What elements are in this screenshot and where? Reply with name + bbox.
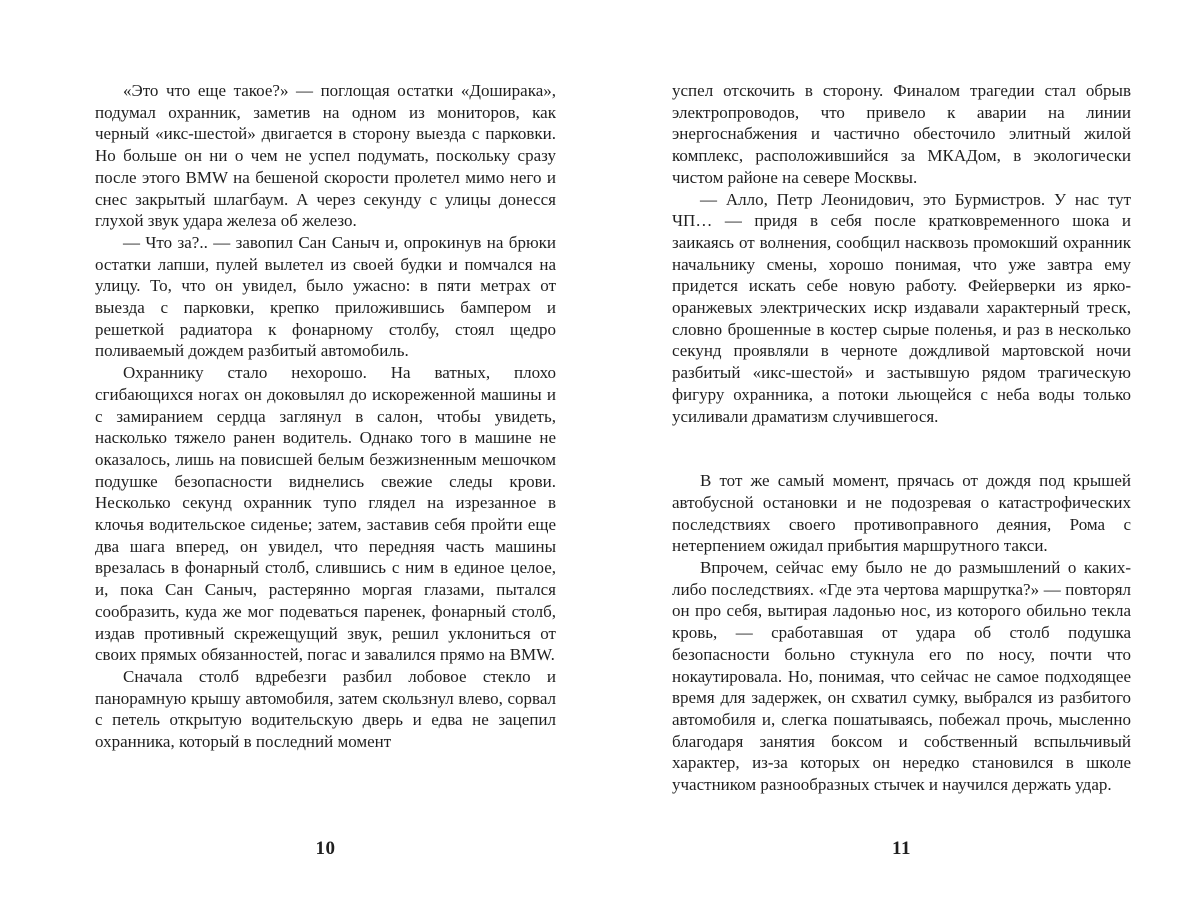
- page-right-text-column: [672, 80, 1131, 796]
- paragraph: «Это что еще такое?» — поглощая остатки «Доширака», подумал охранник, заметив на одном из мониторов, как черный «икс-шестой» двигается в сторону выезда с парковки. Но больше он ни о чем не успел подумать, поскольку сразу после этого BMW на бешеной скорости пролетел мимо него и снес закрытый шлагбаум. А через секунду с улицы донесся глухой звук удара железа об железо.: [95, 81, 556, 231]
- paragraph: Сначала столб вдребезги разбил лобовое стекло и панорамную крышу автомобиля, затем скользнул влево, сорвал с петель открытую водительскую дверь и едва не зацепил охранника, который в последний момент: [95, 666, 556, 752]
- paragraph: — Что за?.. — завопил Сан Саныч и, опрокинув на брюки остатки лапши, пулей вылетел из своей будки и помчался на улицу. То, что он увидел, было ужасно: в пяти метрах от выезда с парковки, крепко приложившись бампером и решеткой радиатора к фонарному столбу, стоял щедро поливаемый дождем разбитый автомобиль.: [95, 232, 556, 361]
- page-number-left: 10: [315, 838, 336, 859]
- paragraph: успел отскочить в сторону. Финалом трагедии стал обрыв электропроводов, что привело к аварии на линии энергоснабжения и частично обесточило элитный жилой комплекс, расположившийся за МКАДом, в экологически чистом районе на севере Москвы.: [672, 81, 1131, 187]
- paragraph: Охраннику стало нехорошо. На ватных, плохо сгибающихся ногах он доковылял до искореженной машины и с замиранием сердца заглянул в салон, чтобы увидеть, насколько тяжело ранен водитель. Однако того в машине не оказалось, лишь на повисшей белым безжизненным мешочком подушке безопасности виднелись свежие следы крови. Несколько секунд охранник тупо глядел на изрезанное в клочья водительское сиденье; затем, заставив себя пройти еще два шага вперед, он увидел, что передняя часть машины врезалась в фонарный столб, слившись с ним в единое целое, и, пока Сан Саныч, растерянно моргая глазами, пытался сообразить, куда же мог подеваться паренек, фонарный столб, издав противный скрежещущий звук, решил уклониться от своих прямых обязанностей, погас и завалился прямо на BMW.: [95, 363, 556, 665]
- paragraph: — Алло, Петр Леонидович, это Бурмистров. У нас тут ЧП… — придя в себя после кратковременного шока и заикаясь от волнения, сообщил насквозь промокший охранник начальнику смены, хорошо понимая, что уже завтра ему придется искать себе новую работу. Фейерверки из ярко-оранжевых электрических искр издавали характерный треск, словно брошенные в костер сырые поленья, и раз в несколько секунд проявляли в черноте дождливой мартовской ночи разбитый «икс-шестой» и застывшую рядом трагическую фигуру охранника, а потоки льющейся с неба воды только усиливали драматизм случившегося.: [672, 189, 1131, 426]
- page-number-right: 11: [892, 838, 911, 859]
- paragraph: В тот же самый момент, прячась от дождя под крышей автобусной остановки и не подозревая о катастрофических последствиях своего противоправного деяния, Рома с нетерпением ожидал прибытия маршрутного такси.: [672, 471, 1131, 556]
- paragraph: Впрочем, сейчас ему было не до размышлений о каких-либо последствиях. «Где эта чертова маршрутка?» — повторял он про себя, вытирая ладонью нос, из которого обильно текла кровь, — сработавшая от удара об столб подушка безопасности больно стукнула его по носу, почти что нокаутировала. Но, понимая, что сейчас не самое подходящее время для задержек, он схватил сумку, выбрался из разбитого автомобиля и, слегка пошатываясь, побежал прочь, мысленно благодаря занятия боксом и собственный вспыльчивый характер, из-за которых он нередко становился в школе участником разнообразных стычек и научился держать удар.: [672, 558, 1131, 795]
- page-left-text-column: [95, 80, 556, 753]
